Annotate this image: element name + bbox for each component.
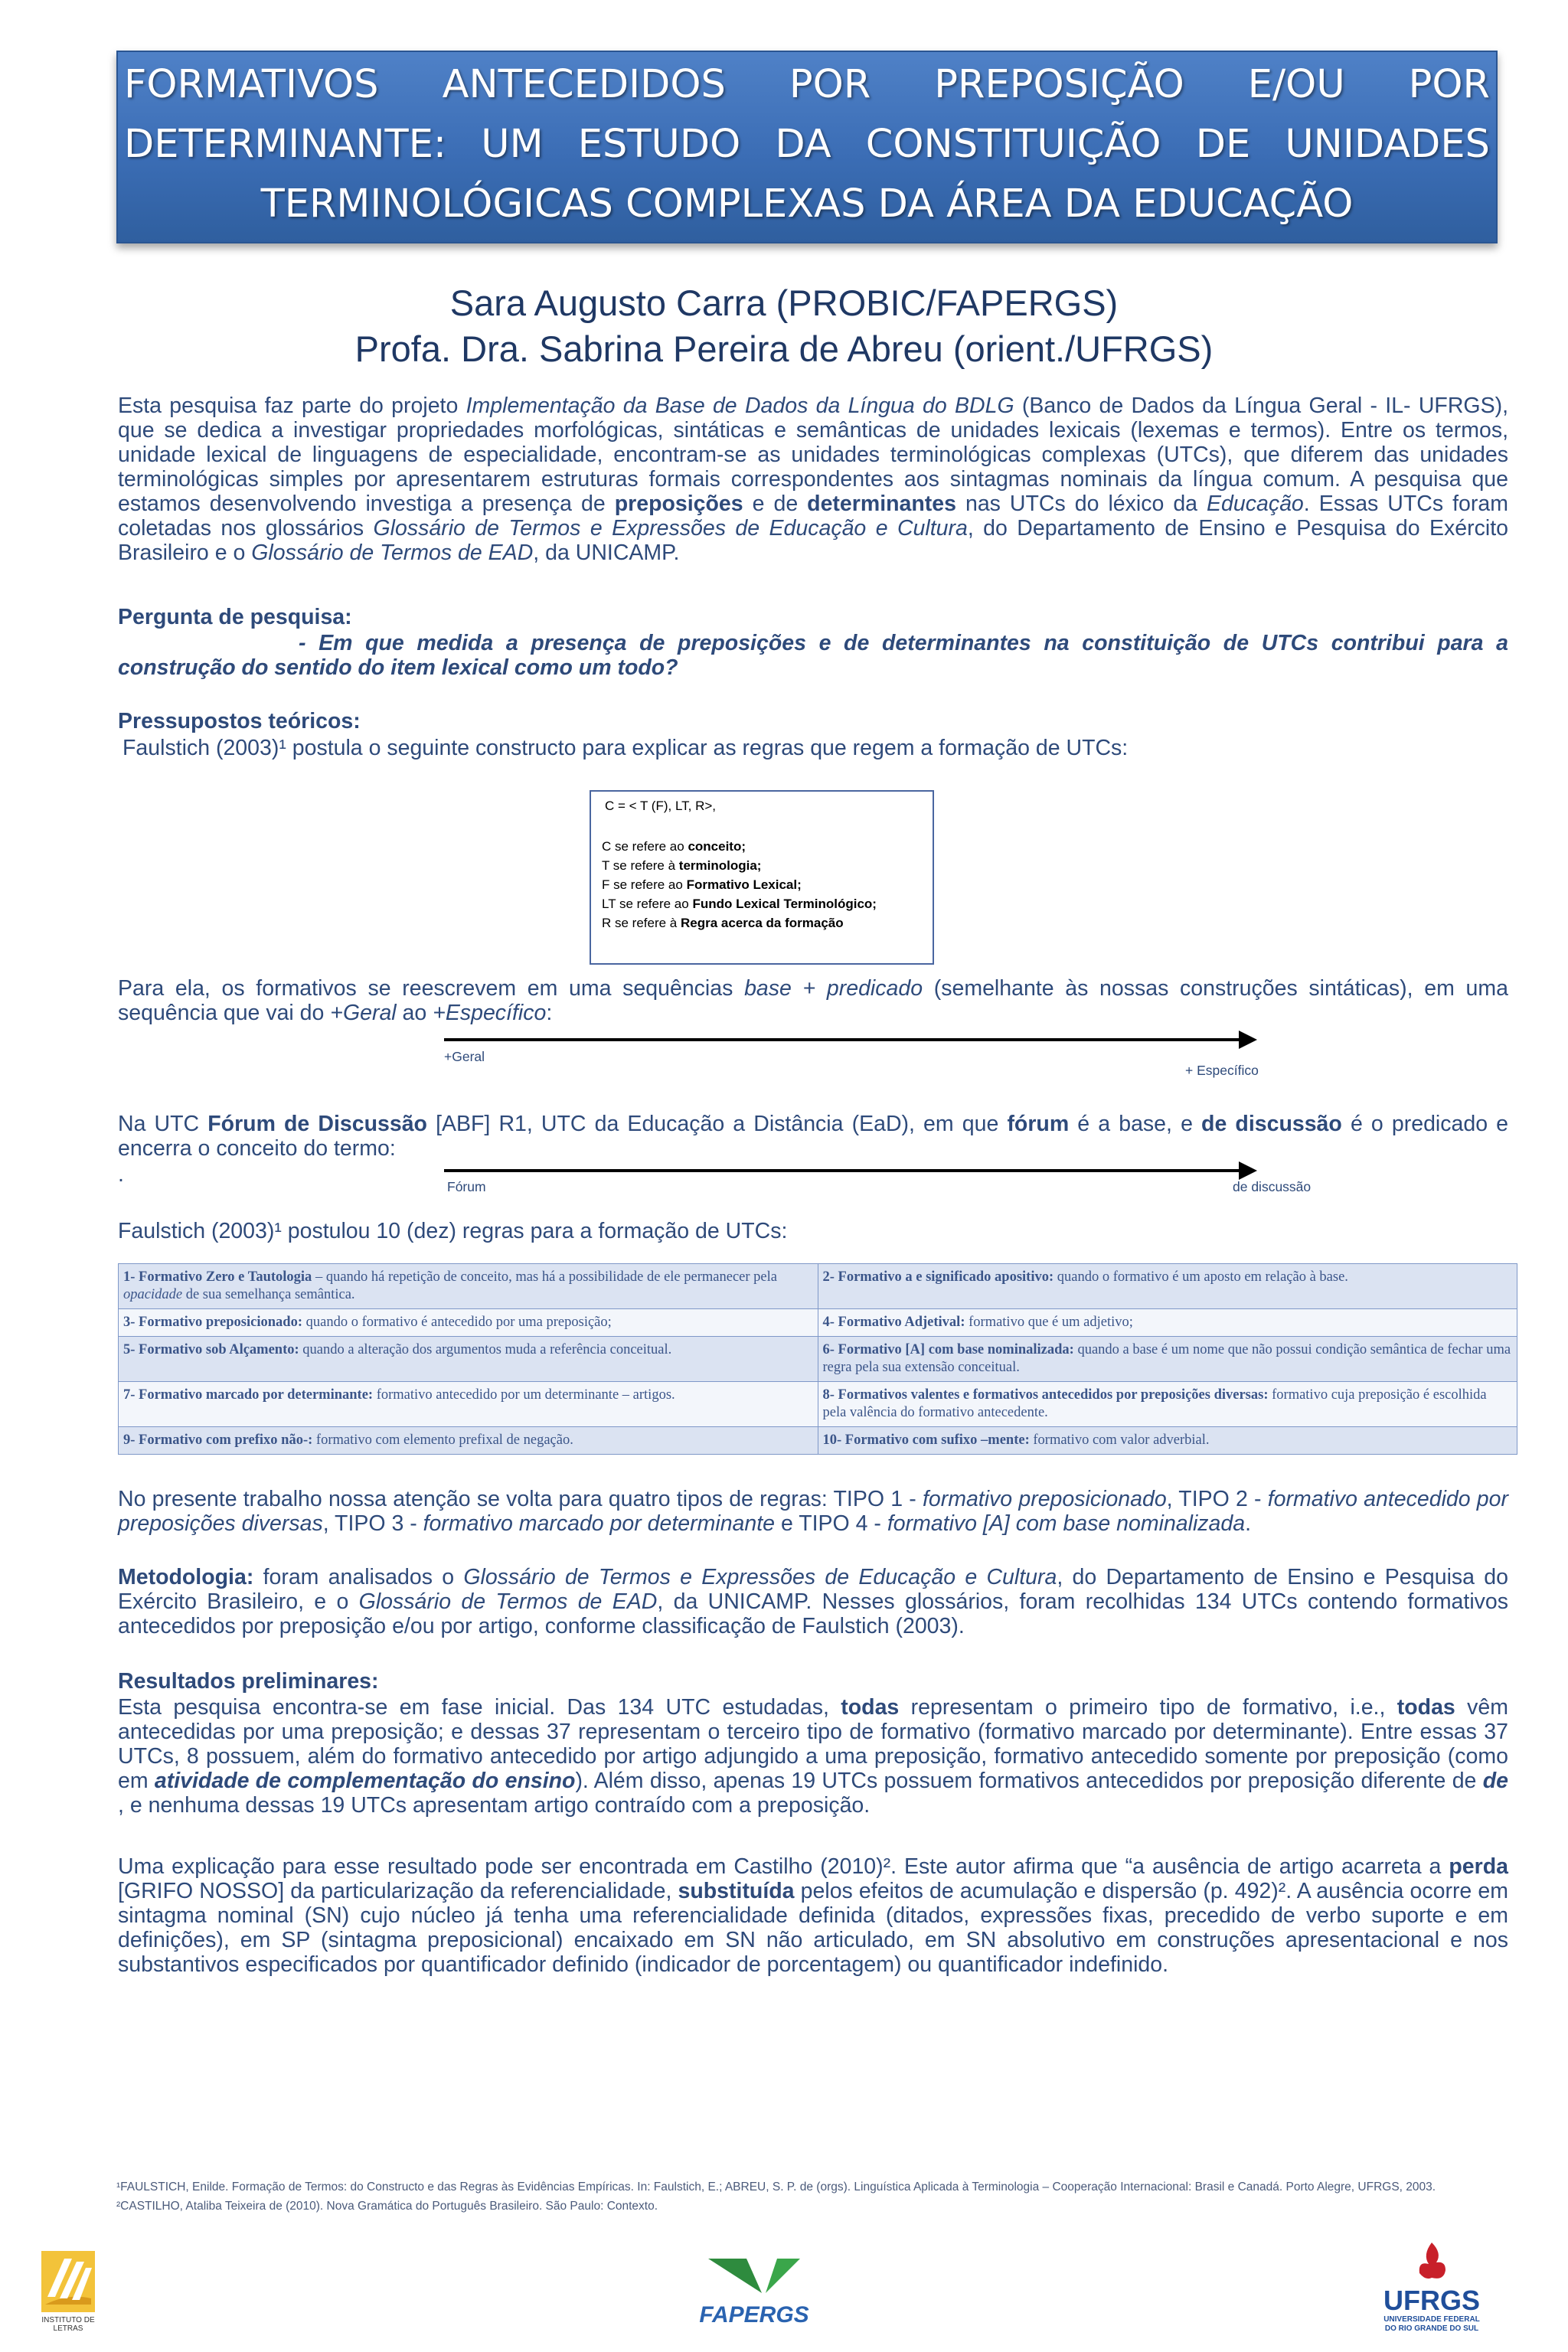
sequence-paragraph: Para ela, os formativos se reescrevem em uma sequências base + predicado (semelhante às nossas construções sintáticas), em uma sequência que vai do +Geral ao +Específico:	[118, 976, 1508, 1025]
title-line-1: FORMATIVOS ANTECEDIDOS POR PREPOSIÇÃO E/OU POR	[124, 62, 1490, 107]
il-logo-text: INSTITUTO DE LETRAS	[41, 2316, 95, 2333]
rule-cell: 5- Formativo sob Alçamento: quando a alteração dos argumentos muda a referência conceitual.	[119, 1337, 818, 1382]
rule-cell: 3- Formativo preposicionado: quando o formativo é antecedido por uma preposição;	[119, 1309, 818, 1337]
footnote-1: ¹FAULSTICH, Enilde. Formação de Termos: do Constructo e das Regras às Evidências Empíricas. In: Faulstich, E.; ABREU, S. P. de (orgs). Linguística Aplicada à Terminologia – Cooperação Internacional: Brasil e Canadá. Porto Alegre, UFRGS, 2003.	[116, 2180, 1436, 2194]
fapergs-leaf-icon	[693, 2251, 815, 2298]
author-name: Sara Augusto Carra (PROBIC/FAPERGS)	[449, 283, 1119, 323]
ufrgs-logo	[1370, 2239, 1493, 2335]
arrow-label-specific: + Específico	[1185, 1063, 1259, 1078]
table-row	[119, 1427, 1517, 1455]
rules-table	[118, 1263, 1517, 1455]
rules-intro: Faulstich (2003)¹ postulou 10 (dez) regras para a formação de UTCs:	[118, 1219, 788, 1243]
intro-paragraph: Esta pesquisa faz parte do projeto Implementação da Base de Dados da Língua do BDLG (Banco de Dados da Língua Geral - IL- UFRGS), que se dedica a investigar propriedades morfológicas, sintáticas e semânticas de unidades lexicais (lexemas e termos). Entre os termos, unidade lexical de linguagens de especialidade, encontram-se as unidades terminológicas complexas (UTCs), que diferem das unidades terminológicas simples por apresentarem estruturas formais correspondentes aos sintagmas nominais da língua comum. A pesquisa que estamos desenvolvendo investiga a presença de preposições e de determinantes nas UTCs do léxico da Educação. Essas UTCs foram coletadas nos glossários Glossário de Termos e Expressões de Educação e Cultura, do Departamento de Ensino e Pesquisa do Exército Brasileiro e o Glossário de Termos de EAD, da UNICAMP.	[118, 394, 1508, 565]
base-predicate-arrow	[444, 1169, 1240, 1172]
results-heading: Resultados preliminares:	[118, 1669, 379, 1694]
results-paragraph: Esta pesquisa encontra-se em fase inicial. Das 134 UTC estudadas, todas representam o primeiro tipo de formativo, i.e., todas vêm antecedidas por uma preposição; e dessas 37 representam o terceiro tipo de formativo (formativo marcado por determinante). Entre essas 37 UTCs, 8 possuem, além do formativo antecedido por artigo adjungido a uma preposição, formativo antecedido somente por preposição (como em atividade de complementação do ensino). Além disso, apenas 19 UTCs possuem formativos antecedidos por preposição diferente de de , e nenhuma dessas 19 UTCs apresentam artigo contraído com a preposição.	[118, 1695, 1508, 1818]
table-row	[119, 1382, 1517, 1427]
method-paragraph: Metodologia: foram analisados o Glossário de Termos e Expressões de Educação e Cultura, do Departamento de Ensino e Pesquisa do Exército Brasileiro, e o Glossário de Termos de EAD, da UNICAMP. Nesses glossários, foram recolhidas 134 UTCs contendo formativos antecedidos por preposição e/ou por artigo, conforme classificação de Faulstich (2003).	[118, 1565, 1509, 1638]
arrow-head-icon	[1239, 1161, 1257, 1180]
table-row	[119, 1337, 1517, 1382]
arrow-label-base: Fórum	[447, 1179, 486, 1194]
ufrgs-logo-text: UFRGS	[1383, 2285, 1480, 2316]
construct-formula: C = < T (F), LT, R>,	[605, 799, 717, 813]
arrow-label-general: +Geral	[444, 1049, 485, 1064]
ufrgs-logo-sub1: UNIVERSIDADE FEDERAL	[1383, 2315, 1480, 2324]
fapergs-logo	[693, 2251, 815, 2335]
question-text: - Em que medida a presença de preposições e de determinantes na constituição de UTCs contribui para a construção do sentido do item lexical como um todo?	[118, 631, 1508, 680]
theory-text: Faulstich (2003)¹ postula o seguinte constructo para explicar as regras que regem a formação de UTCs:	[122, 736, 1129, 760]
fapergs-logo-text: FAPERGS	[699, 2302, 809, 2328]
advisor-name: Profa. Dra. Sabrina Pereira de Abreu (orient./UFRGS)	[354, 328, 1214, 369]
focus-paragraph: No presente trabalho nossa atenção se volta para quatro tipos de regras: TIPO 1 - formativo preposicionado, TIPO 2 - formativo antecedido por preposições diversas, TIPO 3 - formativo marcado por determinante e TIPO 4 - formativo [A] com base nominalizada.	[118, 1487, 1509, 1536]
title-line-3: TERMINOLÓGICAS COMPLEXAS DA ÁREA DA EDUCAÇÃO	[260, 181, 1354, 227]
table-row	[119, 1264, 1517, 1309]
rule-cell: 9- Formativo com prefixo não-: formativo com elemento prefixal de negação.	[119, 1427, 818, 1455]
rule-cell: 7- Formativo marcado por determinante: formativo antecedido por um determinante – artigos.	[119, 1382, 818, 1427]
ufrgs-flame-icon	[1370, 2239, 1493, 2282]
example-paragraph: Na UTC Fórum de Discussão [ABF] R1, UTC da Educação a Distância (EaD), em que fórum é a base, e de discussão é o predicado e encerra o conceito do termo:	[118, 1112, 1509, 1161]
construct-f: F se refere ao Formativo Lexical;	[602, 877, 802, 892]
rule-cell: 10- Formativo com sufixo –mente: formativo com valor adverbial.	[818, 1427, 1517, 1455]
title-banner	[116, 51, 1498, 243]
arrow-head-icon	[1239, 1031, 1257, 1049]
table-row	[119, 1309, 1517, 1337]
question-heading: Pergunta de pesquisa:	[118, 605, 352, 629]
example-dot: .	[118, 1162, 124, 1187]
construct-t: T se refere à terminologia;	[602, 858, 762, 873]
general-specific-arrow	[444, 1038, 1240, 1041]
ufrgs-logo-sub2: DO RIO GRANDE DO SUL	[1384, 2324, 1479, 2333]
instituto-de-letras-logo	[41, 2251, 95, 2334]
rule-cell: 2- Formativo a e significado apositivo: quando o formativo é um aposto em relação à base.	[818, 1264, 1517, 1309]
construct-lt: LT se refere ao Fundo Lexical Terminológico;	[602, 897, 877, 911]
construct-c: C se refere ao conceito;	[602, 839, 746, 854]
footnote-2: ²CASTILHO, Ataliba Teixeira de (2010). Nova Gramática do Português Brasileiro. São Paulo: Contexto.	[116, 2200, 658, 2213]
explanation-paragraph: Uma explicação para esse resultado pode ser encontrada em Castilho (2010)². Este autor afirma que “a ausência de artigo acarreta a perda [GRIFO NOSSO] da particularização da referencialidade, substituída pelos efeitos de acumulação e dispersão (p. 492)². A ausência ocorre em sintagma nominal (SN) cujo núcleo já tenha uma referencialidade definida (ditados, expressões fixas, precedido de verbo suporte e em definições), em SP (sintagma preposicional) encaixado em SN não articulado, em SN absolutivo em construções apresentacional e nos substantivos especificados por quantificador definido (indicador de porcentagem) ou quantificador indefinido.	[118, 1854, 1509, 1977]
arrow-label-predicate: de discussão	[1233, 1179, 1312, 1194]
rule-cell: 6- Formativo [A] com base nominalizada: quando a base é um nome que não possui condição semântica de fechar uma regra pela sua extensão conceitual.	[818, 1337, 1517, 1382]
rule-cell: 1- Formativo Zero e Tautologia – quando há repetição de conceito, mas há a possibilidade de ele permanecer pela opacidade de sua semelhança semântica.	[119, 1264, 818, 1309]
construct-r: R se refere à Regra acerca da formação	[602, 916, 844, 930]
il-logo-icon	[41, 2251, 95, 2312]
construct-box	[590, 790, 934, 965]
rule-cell: 8- Formativos valentes e formativos antecedidos por preposições diversas: formativo cuja preposição é escolhida pela valência do formativo antecedente.	[818, 1382, 1517, 1427]
theory-heading: Pressupostos teóricos:	[118, 709, 361, 733]
title-line-2: DETERMINANTE: UM ESTUDO DA CONSTITUIÇÃO DE UNIDADES	[124, 122, 1490, 167]
rule-cell: 4- Formativo Adjetival: formativo que é um adjetivo;	[818, 1309, 1517, 1337]
